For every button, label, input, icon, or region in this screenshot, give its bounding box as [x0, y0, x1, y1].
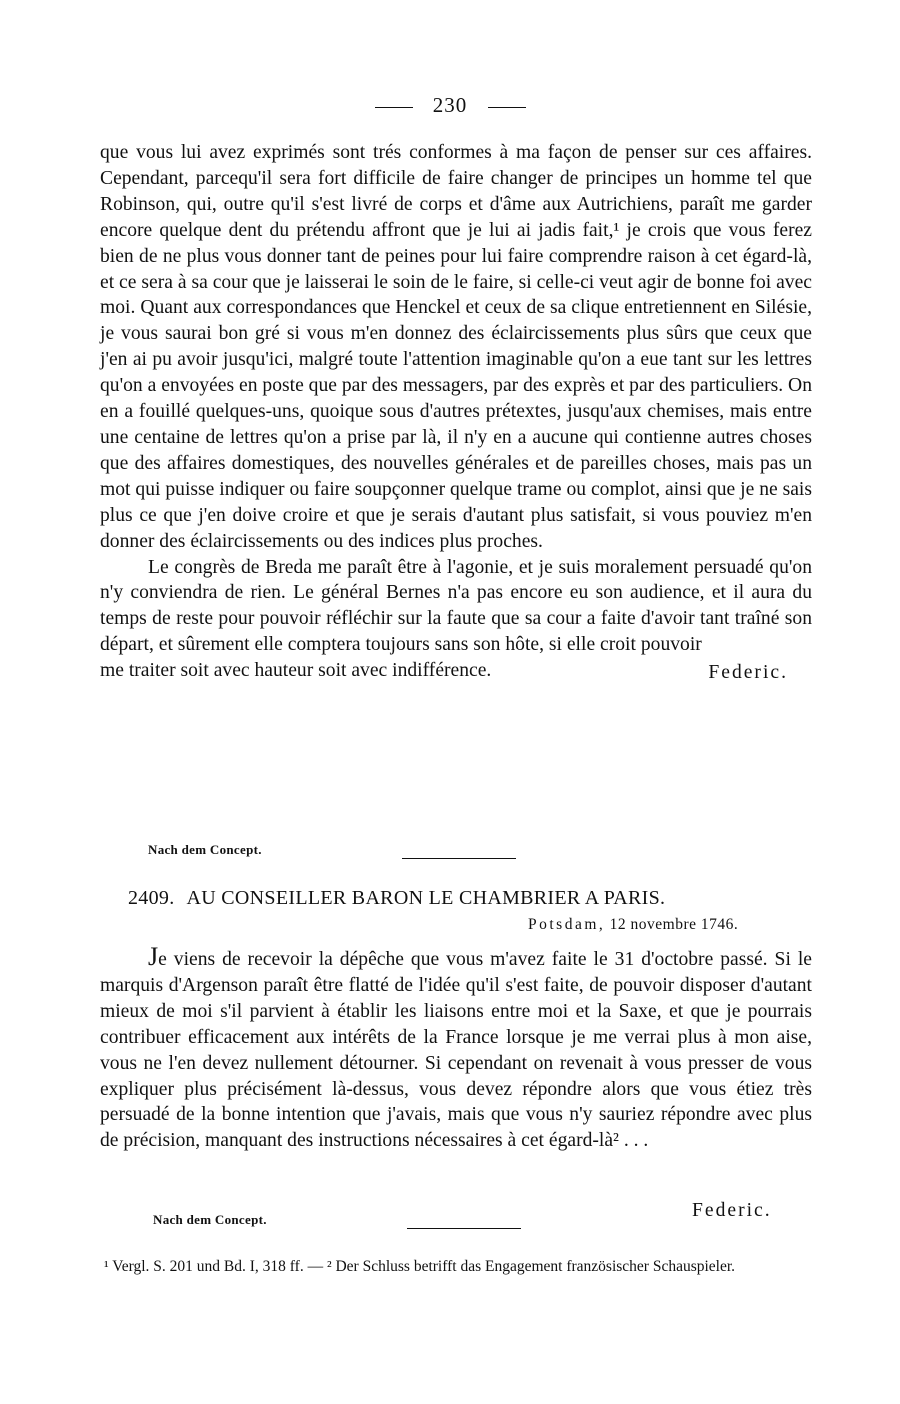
- letter-title: AU CONSEILLER BARON LE CHAMBRIER A PARIS.: [186, 887, 666, 909]
- header-dash-left: [375, 107, 413, 108]
- letter-place: Potsdam,: [528, 916, 606, 933]
- section1-paragraph-1: que vous lui avez exprimés sont trés conformes à ma façon de penser sur ces affaires. Cependant, parcequ'il sera fort difficile de faire changer de principes un homme tel que Robinson, qui, outre qu'il s'est livré de corps et d'âme aux Autrichiens, paraît me garder encore quelque dent du prétendu affront que je lui ai jadis fait,¹ je crois que vous ferez bien de ne plus vous donner tant de peines pour lui faire comprendre raison à cet égard-là, et ce sera à sa cour que je laisserai le soin de le faire, si celle-ci veut agir de bonne foi avec moi. Quant aux correspondances que Henckel et ceux de sa clique entretiennent en Silésie, je vous saurai bon gré si vous m'en donnez des éclaircissements plus sûrs que ceux que j'en ai pu avoir jusqu'ici, malgré toute l'attention imaginable qu'on a eue tant sur les lettres qu'on a envoyées en poste que par des messagers, par des exprès et par des particuliers. On en a fouillé quelques-uns, quoique sous d'autres prétextes, jusqu'aux chemises, mais entre une centaine de lettres qu'on a prise par là, il n'y en a aucune qui contienne autres choses que des affaires domestiques, des nouvelles générales et de pareilles choses, mais pas un mot qui puisse indiquer ou faire soupçonner quelque trame ou complot, ainsi que je ne sais plus ce que j'en doive croire et que je serais d'autant plus satisfait, si vous pouviez m'en donner des éclaircissements ou des indices plus proches.: [100, 142, 812, 552]
- section-divider-1: [402, 858, 516, 859]
- letter-number: 2409.: [128, 887, 175, 909]
- page-header: [0, 93, 900, 118]
- letter-body-text: e viens de recevoir la dépêche que vous m'avez faite le 31 d'octobre passé. Si le marquis d'Argenson paraît être flatté de l'idée qu'il s'est faite, de pouvoir disposer d'autant mieux de moi s'il parvient à établir les liaisons entre moi et la Saxe, et que je pourrais contribuer efficacement aux intérêts de la France lorsque je me verrai plus à mon aise, vous ne l'en devez nullement détourner. Si cependant on revenait à vous presser de vous expliquer plus précisément là-dessus, vous devez répondre alors que vous étiez très persuadé de la bonne intention que j'avais, mais que vous n'y sauriez répondre avec plus de précision, manquant des instructions nécessaires à cet égard-là² . . .: [100, 949, 812, 1152]
- letter-signature: Federic.: [692, 1200, 772, 1221]
- letter-dropcap: J: [148, 942, 159, 971]
- letter-body-paragraph: [100, 944, 812, 1154]
- section1-signature: Federic.: [708, 662, 788, 684]
- letter-date: 12 novembre 1746.: [609, 916, 739, 933]
- letter-source-note: Nach dem Concept.: [153, 1212, 267, 1227]
- section1-closing-line: [100, 658, 812, 684]
- section1-text: [100, 140, 812, 684]
- section1-last-line: me traiter soit avec hauteur soit avec indifférence.: [100, 660, 492, 682]
- footnotes: [104, 1255, 816, 1278]
- section-divider-2: [407, 1228, 521, 1229]
- letter-heading: [128, 887, 665, 910]
- section1-paragraph-2: Le congrès de Breda me paraît être à l'agonie, et je suis moralement persuadé qu'on n'y conviendra de rien. Le général Bernes n'a pas encore eu son audience, et il aura du temps de reste pour pouvoir réfléchir sur la faute que sa cour a faite d'avoir tant traîné son départ, et sûrement elle comptera toujours sans son hôte, si elle croit pouvoir: [100, 556, 812, 656]
- letter-body: [100, 944, 812, 1154]
- header-dash-right: [488, 107, 526, 108]
- page-number: 230: [432, 93, 468, 117]
- section1-source-note: Nach dem Concept.: [148, 842, 262, 857]
- letter-place-date: [528, 916, 738, 934]
- footnote-1: ¹ Vergl. S. 201 und Bd. I, 318 ff. — ² Der Schluss betrifft das Engagement französischer Schauspieler.: [104, 1258, 736, 1275]
